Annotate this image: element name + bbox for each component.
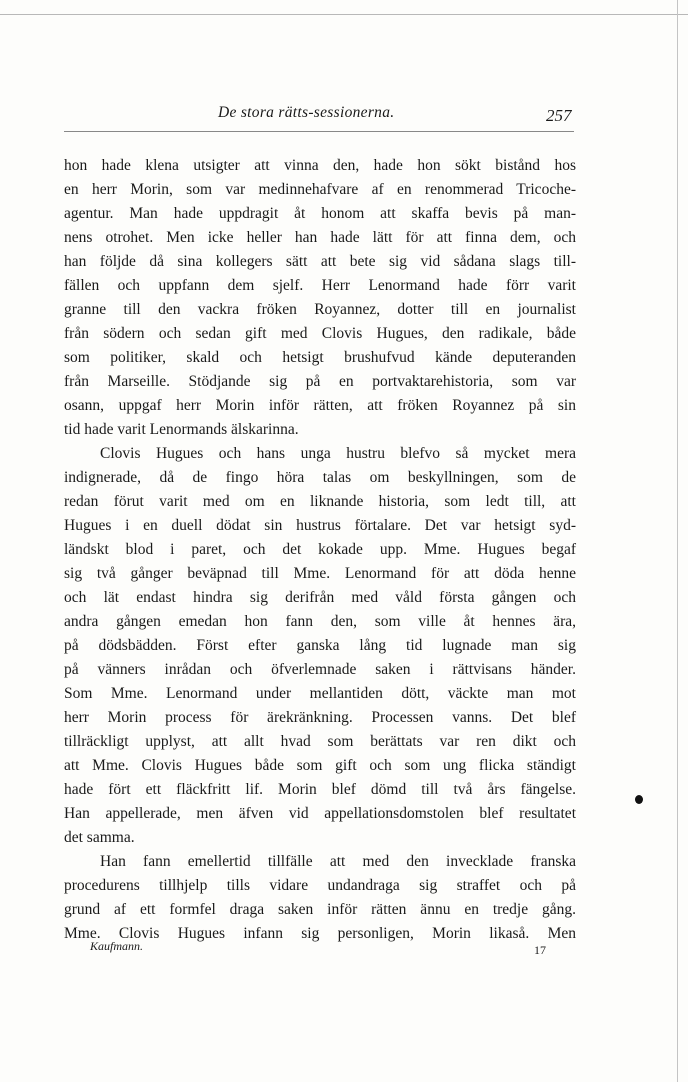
text-line: på vänners inrådan och öfverlemnade saken i rättvisans händer.: [64, 661, 576, 678]
text-line: att Mme. Clovis Hugues både som gift och som ung flicka ständigt: [64, 757, 576, 774]
text-line: en herr Morin, som var medinnehafvare af en renommerad Tricoche-: [64, 181, 576, 198]
text-line: indignerade, då de fingo höra talas om beskyllningen, som de: [64, 469, 576, 486]
text-line: Clovis Hugues och hans unga hustru blefvo så mycket mera: [100, 445, 576, 462]
text-line: Han fann emellertid tillfälle att med den invecklade franska: [100, 853, 576, 870]
paragraph: [64, 154, 576, 442]
text-line: agentur. Man hade uppdragit åt honom att skaffa bevis på man-: [64, 205, 576, 222]
page-right-edge: [677, 0, 678, 1082]
text-line: på dödsbädden. Först efter ganska lång tid lugnade man sig: [64, 637, 576, 654]
paragraph: [64, 442, 576, 850]
text-line: som politiker, skald och hetsigt brushufvud kände deputeranden: [64, 349, 576, 366]
text-line: sig två gånger beväpnad till Mme. Lenormand för att döda henne: [64, 565, 576, 582]
text-line: procedurens tillhjelp tills vidare undandraga sig straffet och på: [64, 877, 576, 894]
text-line: granne till den vackra fröken Royannez, dotter till en journalist: [64, 301, 576, 318]
text-line: det samma.: [64, 829, 135, 846]
header-rule: [64, 131, 574, 132]
text-line: grund af ett formfel draga saken inför rätten ännu en tredje gång.: [64, 901, 576, 918]
text-line: och lät endast hindra sig derifrån med våld första gången och: [64, 589, 576, 606]
page-top-edge: [0, 14, 688, 15]
body-text: [64, 154, 576, 946]
printer-signature-mark: Kaufmann.: [90, 939, 144, 953]
page-number: 257: [546, 106, 572, 125]
text-line: han följde då sina kollegers sätt att bete sig vid sådana slags till-: [64, 253, 576, 270]
text-line: nens otrohet. Men icke heller han hade lätt för att finna dem, och: [64, 229, 576, 246]
text-line: tid hade varit Lenormands älskarinna.: [64, 421, 299, 438]
text-line: hon hade klena utsigter att vinna den, hade hon sökt bistånd hos: [64, 157, 576, 174]
text-line: Mme. Clovis Hugues infann sig personligen, Morin likaså. Men: [64, 925, 576, 942]
text-line: osann, uppgaf herr Morin inför rätten, att fröken Royannez på sin: [64, 397, 576, 414]
text-line: hade fört ett fläckfritt lif. Morin blef dömd till två års fängelse.: [64, 781, 576, 798]
text-line: fällen och uppfann dem sjelf. Herr Lenormand hade förr varit: [64, 277, 576, 294]
sheet-number: 17: [534, 943, 546, 957]
text-line: tillräckligt upplyst, att allt hvad som berättats var ren dikt och: [64, 733, 576, 750]
ink-spot: [635, 795, 643, 804]
text-line: redan förut varit med om en liknande historia, som ledt till, att: [64, 493, 576, 510]
text-line: från södern och sedan gift med Clovis Hugues, den radikale, både: [64, 325, 576, 342]
text-line: Han appellerade, men äfven vid appellationsdomstolen blef resultatet: [64, 805, 576, 822]
text-line: ländskt blod i paret, och det kokade upp. Mme. Hugues begaf: [64, 541, 576, 558]
text-line: från Marseille. Stödjande sig på en portvaktarehistoria, som var: [64, 373, 576, 390]
text-line: andra gången emedan hon fann den, som ville åt hennes ära,: [64, 613, 576, 630]
text-line: Hugues i en duell dödat sin hustrus förtalare. Det var hetsigt syd-: [64, 517, 576, 534]
running-title: De stora rätts-sessionerna.: [218, 104, 395, 121]
paragraph: [64, 850, 576, 946]
text-line: herr Morin process för ärekränkning. Processen vanns. Det blef: [64, 709, 576, 726]
text-line: Som Mme. Lenormand under mellantiden dött, väckte man mot: [64, 685, 576, 702]
